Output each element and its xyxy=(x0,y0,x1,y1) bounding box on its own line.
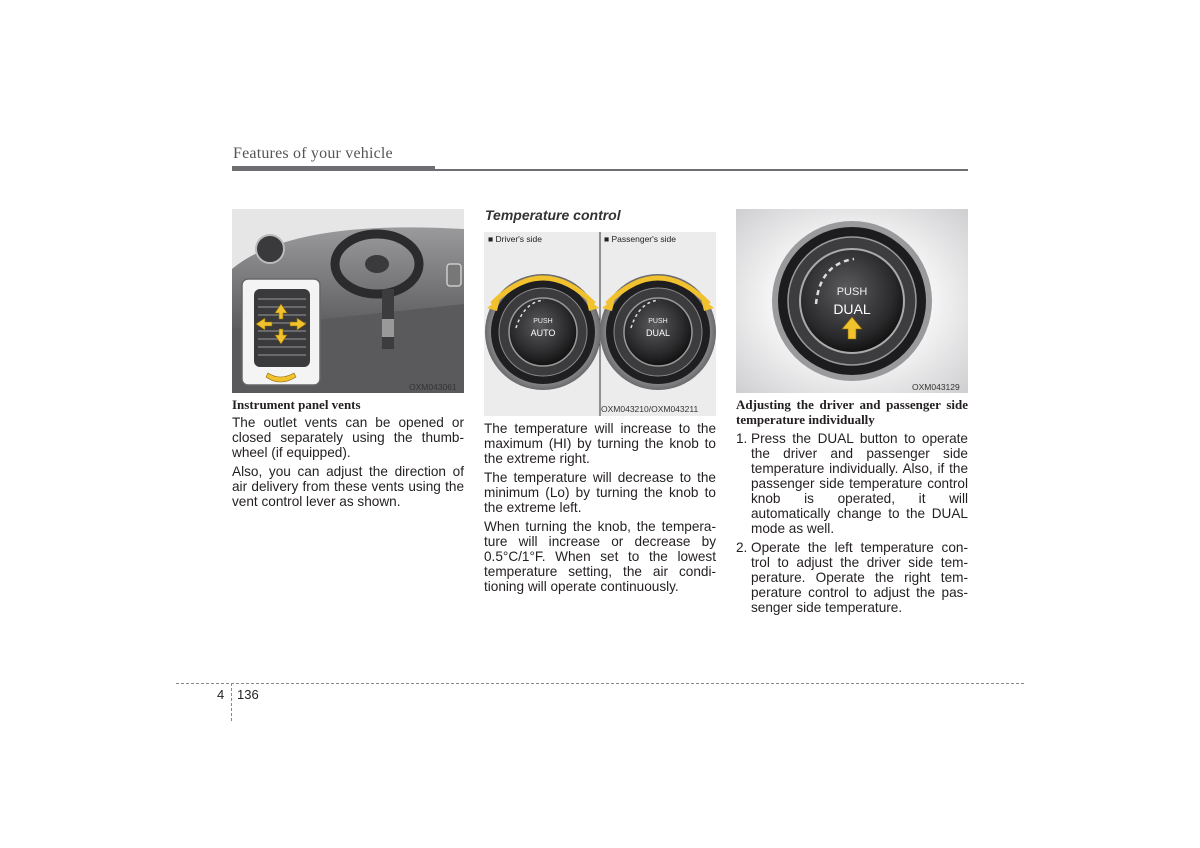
vents-figure xyxy=(232,209,464,393)
dashboard-illustration xyxy=(232,209,464,393)
dual-figure-code: OXM043129 xyxy=(912,382,960,392)
list-item-2-text: Operate the left temperature con-trol to adjust the driver side tem-perature. Operate the right tem-perature control to adjust the pas-senger side temperature. xyxy=(751,540,968,615)
footer-chapter-number: 4 xyxy=(217,687,225,702)
temperature-paragraph-3: When turning the knob, the tempera-ture will increase or decrease by 0.5°C/1°F. When set to the lowest temperature setting, the air condi-tioning will operate continuously. xyxy=(484,519,716,594)
footer-divider xyxy=(231,683,232,721)
dual-knob-push-text: PUSH xyxy=(836,286,868,298)
vents-paragraph-1: The outlet vents can be opened or closed separately using the thumb-wheel (if equipped). xyxy=(232,415,464,460)
knob-right-mode-text: DUAL xyxy=(645,328,670,338)
header-rule-thick xyxy=(232,166,435,171)
temperature-control-heading: Temperature control xyxy=(485,207,621,223)
dual-heading: Adjusting the driver and passenger side temperature individually xyxy=(736,397,968,427)
list-item-1-text: Press the DUAL button to operate the driver and passenger side temperature individually. Also, if the passenger side temperature control knob is operated, it will automatically change to the DUAL mode as well. xyxy=(751,431,968,536)
temperature-knobs-illustration xyxy=(484,232,716,416)
vents-heading: Instrument panel vents xyxy=(232,397,361,412)
list-item-2 xyxy=(736,540,968,615)
knob-right-push-text: PUSH xyxy=(648,318,668,325)
passengers-side-label: ■ Passenger's side xyxy=(604,234,676,244)
dual-figure xyxy=(736,209,968,393)
temperature-figure-code: OXM043210/OXM043211 xyxy=(601,404,699,414)
knob-left-mode-text: AUTO xyxy=(530,328,556,338)
list-item-1 xyxy=(736,431,968,536)
knob-left-push-text: PUSH xyxy=(533,318,553,325)
footer-page-number: 136 xyxy=(237,687,259,702)
header-rule-thin xyxy=(435,169,968,171)
list-item-2-number: 2. xyxy=(736,540,748,555)
temperature-paragraph-1: The temperature will increase to the maximum (HI) by turning the knob to the extreme right. xyxy=(484,421,716,466)
vents-paragraph-2: Also, you can adjust the direction of air delivery from these vents using the vent control lever as shown. xyxy=(232,464,464,509)
temperature-paragraph-2: The temperature will decrease to the minimum (Lo) by turning the knob to the extreme left. xyxy=(484,470,716,515)
drivers-side-label: ■ Driver's side xyxy=(488,234,542,244)
dual-knob-mode-text: DUAL xyxy=(833,301,871,317)
vents-figure-code: OXM043061 xyxy=(409,382,457,392)
page-header-title: Features of your vehicle xyxy=(233,145,393,162)
column-2 xyxy=(484,421,716,598)
column-3 xyxy=(736,397,968,619)
footer-rule xyxy=(176,683,1024,684)
column-1 xyxy=(232,397,464,513)
temperature-figure xyxy=(484,232,716,416)
list-item-1-number: 1. xyxy=(736,431,748,446)
